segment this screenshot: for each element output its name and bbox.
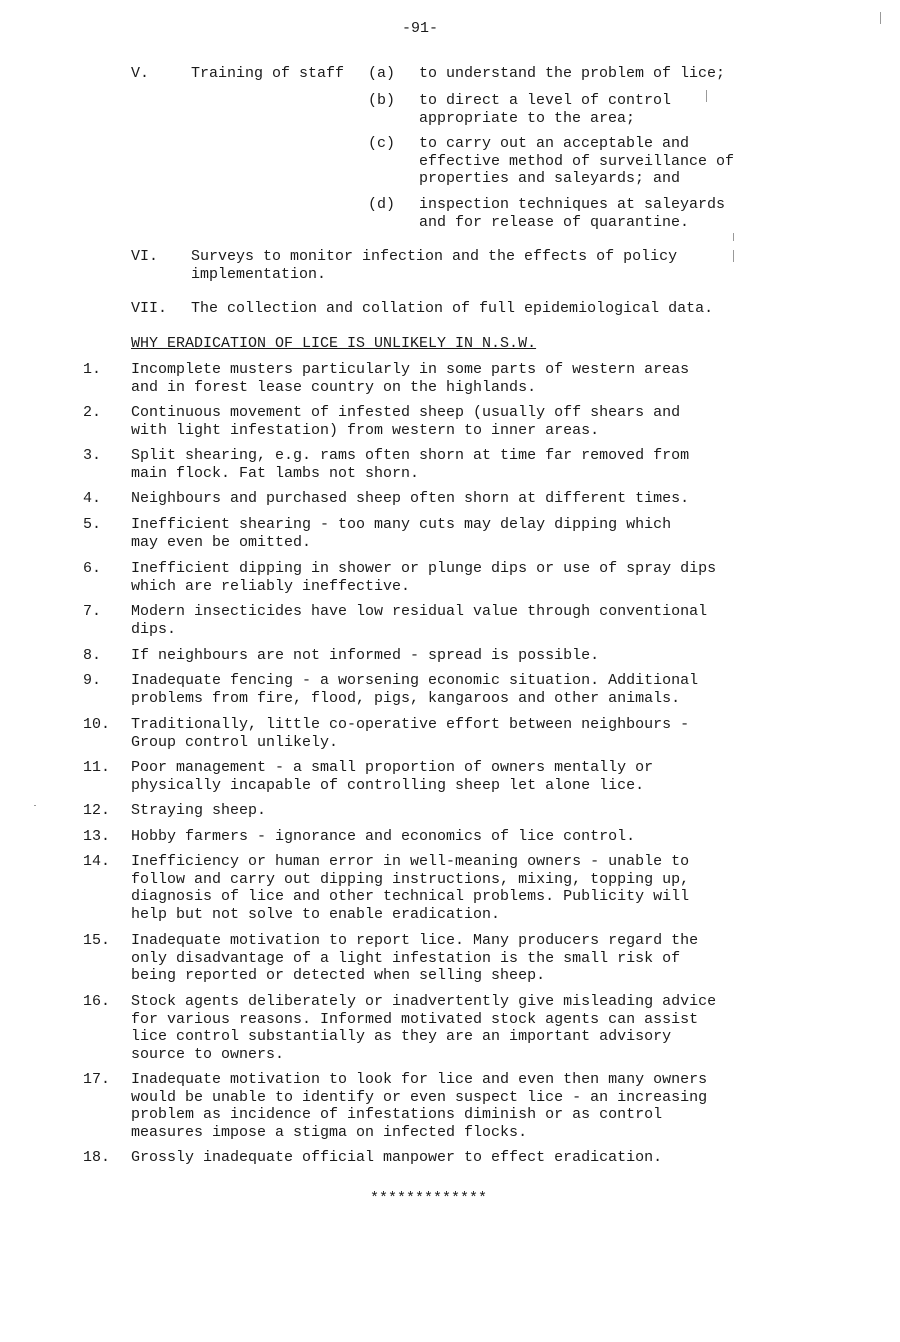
reason-number: 5. — [83, 516, 102, 533]
reason-number: 16. — [83, 993, 111, 1010]
reason-text: Inefficiency or human error in well-meaning owners - unable to follow and carry out dipping instructions, mixing, topping up, diagnosis of lice and other technical problems. Publicity will help but not solve to enable eradication. — [131, 853, 690, 923]
section-v-title: Training of staff — [191, 65, 345, 82]
section-vi-numeral: VI. — [131, 248, 159, 265]
scan-mark — [34, 805, 36, 806]
subitem-label: (a) — [368, 65, 396, 82]
reason-number: 17. — [83, 1071, 111, 1088]
reason-number: 2. — [83, 404, 102, 421]
reason-number: 12. — [83, 802, 111, 819]
reason-text: Inadequate fencing - a worsening economic situation. Additional problems from fire, flood, pigs, kangaroos and other animals. — [131, 672, 699, 707]
reason-number: 1. — [83, 361, 102, 378]
end-marker: ************* — [370, 1190, 488, 1207]
reason-text: Straying sheep. — [131, 802, 267, 819]
reason-number: 9. — [83, 672, 102, 689]
subitem-text: to direct a level of control appropriate to the area; — [419, 92, 672, 127]
reason-number: 8. — [83, 647, 102, 664]
reason-number: 4. — [83, 490, 102, 507]
reason-text: Inadequate motivation to report lice. Many producers regard the only disadvantage of a light infestation is the small risk of being reported or detected when selling sheep. — [131, 932, 699, 984]
reason-number: 11. — [83, 759, 111, 776]
reason-number: 14. — [83, 853, 111, 870]
reason-number: 10. — [83, 716, 111, 733]
reason-text: Inefficient dipping in shower or plunge dips or use of spray dips which are reliably ineffective. — [131, 560, 717, 595]
reason-text: Stock agents deliberately or inadvertently give misleading advice for various reasons. Informed motivated stock agents can assist lice control substantially as they are an important advisory source to owners. — [131, 993, 717, 1063]
subitem-text: to carry out an acceptable and effective method of surveillance of properties and saleyards; and — [419, 135, 735, 187]
reason-number: 6. — [83, 560, 102, 577]
scan-mark — [706, 90, 707, 102]
reason-number: 3. — [83, 447, 102, 464]
subitem-label: (d) — [368, 196, 396, 213]
reason-text: Modern insecticides have low residual value through conventional dips. — [131, 603, 708, 638]
subitem-text: inspection techniques at saleyards and for release of quarantine. — [419, 196, 726, 231]
section-heading: WHY ERADICATION OF LICE IS UNLIKELY IN N.S.W. — [131, 335, 537, 352]
section-vii-numeral: VII. — [131, 300, 168, 317]
reason-number: 15. — [83, 932, 111, 949]
reason-text: Poor management - a small proportion of owners mentally or physically incapable of controlling sheep let alone lice. — [131, 759, 654, 794]
reason-text: If neighbours are not informed - spread is possible. — [131, 647, 600, 664]
subitem-label: (b) — [368, 92, 396, 109]
reason-number: 7. — [83, 603, 102, 620]
section-v-numeral: V. — [131, 65, 150, 82]
reason-text: Continuous movement of infested sheep (usually off shears and with light infestation) from western to inner areas. — [131, 404, 681, 439]
scan-mark — [733, 250, 734, 262]
page-number: -91- — [401, 20, 438, 37]
reason-text: Grossly inadequate official manpower to effect eradication. — [131, 1149, 663, 1166]
reason-text: Inefficient shearing - too many cuts may delay dipping which may even be omitted. — [131, 516, 672, 551]
scan-mark — [880, 12, 881, 24]
reason-number: 13. — [83, 828, 111, 845]
reason-text: Split shearing, e.g. rams often shorn at time far removed from main flock. Fat lambs not shorn. — [131, 447, 690, 482]
reason-text: Hobby farmers - ignorance and economics of lice control. — [131, 828, 636, 845]
reason-text: Neighbours and purchased sheep often shorn at different times. — [131, 490, 690, 507]
reason-text: Incomplete musters particularly in some parts of western areas and in forest lease country on the highlands. — [131, 361, 690, 396]
scan-mark — [733, 233, 734, 241]
reason-text: Inadequate motivation to look for lice and even then many owners would be unable to identify or even suspect lice - an increasing problem as incidence of infestations diminish or as control measures impose a stigma on infected flocks. — [131, 1071, 708, 1141]
section-vii-text: The collection and collation of full epidemiological data. — [191, 300, 714, 317]
reason-number: 18. — [83, 1149, 111, 1166]
section-vi-text: Surveys to monitor infection and the effects of policy implementation. — [191, 248, 678, 283]
subitem-label: (c) — [368, 135, 396, 152]
reason-text: Traditionally, little co-operative effort between neighbours - Group control unlikely. — [131, 716, 690, 751]
subitem-text: to understand the problem of lice; — [419, 65, 726, 82]
